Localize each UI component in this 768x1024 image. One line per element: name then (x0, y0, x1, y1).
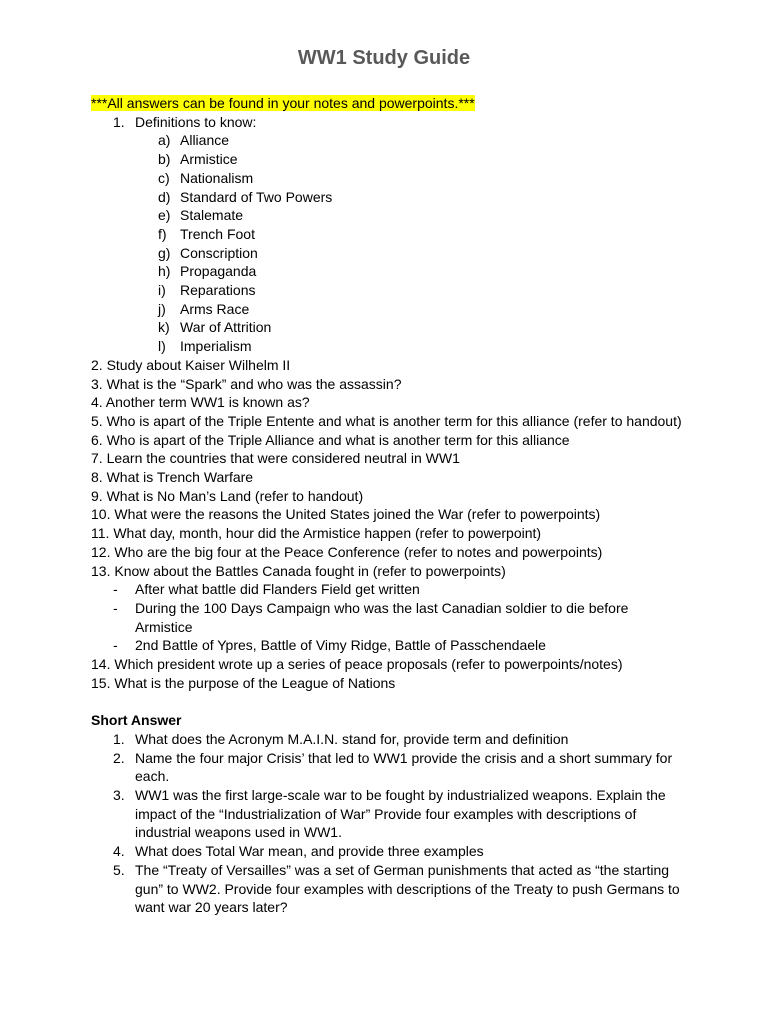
highlighted-note: ***All answers can be found in your notes and powerpoints.*** (91, 95, 475, 111)
dash-marker: - (113, 581, 118, 598)
definitions-list (91, 131, 691, 355)
bullet-item (91, 580, 691, 599)
definition-term: Imperialism (180, 338, 252, 355)
list-marker: 3. (113, 787, 125, 803)
definition-term: Stalemate (180, 207, 244, 224)
question-item: 15. What is the purpose of the League of Nations (91, 674, 396, 691)
list-marker: 4. (113, 843, 125, 860)
definition-item (91, 150, 691, 169)
short-answer-heading: Short Answer (91, 712, 182, 729)
list-marker: j) (158, 300, 166, 317)
short-answer-item (91, 749, 691, 786)
short-answer-text: WW1 was the first large-scale war to be fought by industrialized weapons. Explain the impact of the “Industrialization of War” Provide four examples with descriptions of industrial weapons used in WW1. (135, 787, 666, 841)
study-guide-content (91, 94, 691, 917)
dash-marker: - (113, 637, 118, 654)
list-marker: e) (158, 207, 171, 224)
question-item: 4. Another term WW1 is known as? (91, 394, 310, 411)
definition-item (91, 281, 691, 300)
definition-item (91, 206, 691, 225)
definition-item (91, 169, 691, 188)
list-marker: b) (158, 151, 171, 168)
short-answer-text: Name the four major Crisis’ that led to WW1 provide the crisis and a short summary for each. (135, 749, 673, 785)
bullet-text: During the 100 Days Campaign who was the last Canadian soldier to die before Armistice (135, 599, 629, 635)
list-marker: a) (158, 132, 171, 149)
question-item: 9. What is No Man’s Land (refer to handout) (91, 487, 364, 504)
definition-term: Trench Foot (180, 225, 255, 242)
bullet-text: After what battle did Flanders Field get written (135, 581, 420, 598)
bullet-text: 2nd Battle of Ypres, Battle of Vimy Ridge, Battle of Passchendaele (135, 637, 546, 654)
definition-item (91, 318, 691, 337)
list-marker: k) (158, 319, 170, 336)
definition-term: Standard of Two Powers (180, 188, 333, 205)
list-marker: c) (158, 169, 170, 186)
battles-sub-list (91, 580, 691, 655)
list-marker: 1. (113, 113, 125, 130)
questions-list-end (91, 655, 691, 692)
bullet-item (91, 599, 691, 636)
list-marker: h) (158, 263, 171, 280)
definition-term: Arms Race (180, 300, 250, 317)
short-answer-list (91, 730, 691, 917)
list-marker: d) (158, 188, 171, 205)
short-answer-text: The “Treaty of Versailles” was a set of German punishments that acted as “the starting gun” to WW2. Provide four examples with descriptions of the Treaty to push Germans to want war 20 years later? (135, 861, 680, 916)
instructions-note (91, 94, 691, 113)
question-item: 7. Learn the countries that were considered neutral in WW1 (91, 450, 460, 467)
question-text: Definitions to know: (135, 113, 257, 130)
question-item: 12. Who are the big four at the Peace Conference (refer to notes and powerpoints) (91, 543, 603, 560)
definition-term: Armistice (180, 151, 238, 168)
definition-item (91, 300, 691, 319)
definition-item (91, 262, 691, 281)
definition-term: Propaganda (180, 263, 257, 280)
bullet-item (91, 636, 691, 655)
question-item: 5. Who is apart of the Triple Entente and what is another term for this alliance (refer to handout) (91, 412, 682, 429)
list-marker: f) (158, 225, 167, 242)
definition-term: Alliance (180, 132, 230, 149)
short-answer-item (91, 842, 691, 861)
short-answer-item (91, 730, 691, 749)
question-1 (91, 113, 691, 132)
list-marker: g) (158, 244, 171, 261)
definition-item (91, 337, 691, 356)
question-item: 13. Know about the Battles Canada fought in (refer to powerpoints) (91, 562, 506, 579)
question-item: 3. What is the “Spark” and who was the assassin? (91, 375, 402, 392)
definition-term: War of Attrition (180, 319, 272, 336)
list-marker: 2. (113, 749, 125, 766)
definition-term: Nationalism (180, 169, 254, 186)
short-answer-text: What does the Acronym M.A.I.N. stand for, provide term and definition (135, 730, 569, 747)
short-answer-item (91, 786, 691, 842)
question-item: 8. What is Trench Warfare (91, 469, 254, 486)
definition-item (91, 244, 691, 263)
list-marker: l) (158, 338, 166, 355)
list-marker: i) (158, 282, 166, 299)
short-answer-text: What does Total War mean, and provide three examples (135, 843, 484, 860)
definition-term: Conscription (180, 244, 258, 261)
question-item: 14. Which president wrote up a series of peace proposals (refer to powerpoints/notes) (91, 656, 623, 673)
spacer (91, 693, 691, 712)
definition-item (91, 131, 691, 150)
list-marker: 5. (113, 861, 125, 878)
definition-item (91, 188, 691, 207)
list-marker: 1. (113, 730, 125, 747)
dash-marker: - (113, 599, 118, 616)
page-title: WW1 Study Guide (297, 47, 471, 69)
question-item: 11. What day, month, hour did the Armistice happen (refer to powerpoint) (91, 525, 542, 542)
short-answer-item (91, 861, 691, 917)
definition-item (91, 225, 691, 244)
question-item: 6. Who is apart of the Triple Alliance and what is another term for this alliance (91, 431, 570, 448)
definition-term: Reparations (180, 282, 256, 299)
question-item: 2. Study about Kaiser Wilhelm II (91, 356, 291, 373)
questions-list (91, 356, 691, 580)
question-item: 10. What were the reasons the United States joined the War (refer to powerpoints) (91, 506, 601, 523)
